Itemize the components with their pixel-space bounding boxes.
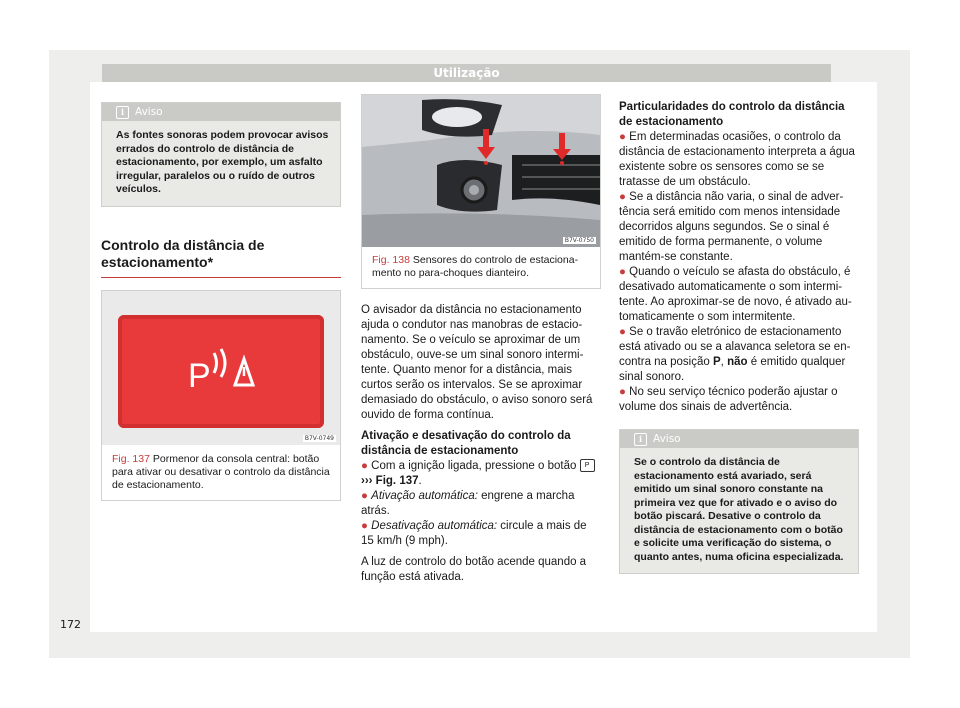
bullet-icon: ● (619, 266, 626, 278)
list-item-text: Com a ignição ligada, pressione o botão (371, 460, 577, 472)
list-item: ● Com a ignição ligada, pressione o botão P ››› Fig. 137. (361, 459, 601, 489)
warning-box (619, 429, 859, 574)
emphasis-nao: não (727, 356, 748, 368)
parking-button-icon: P (580, 459, 595, 472)
paragraph: O avisador da distância no estacionamento ajuda o condutor nas manobras de estacionamento. Se o veículo se aproximar de um obstáculo, ouve-se um sinal sonoro intermitente. Quanto menor for a distância, mais curtos serão os intervalos. Se se aproximar demasiado do obstáculo, o aviso sonoro será ouvido de forma contínua. (361, 304, 593, 421)
list-item-text: Se o travão eletrónico de estacionamento está ativado ou se a alavanca seletora se encontra na posição (619, 326, 851, 368)
section-title: Controlo da distância de estacionamento* (101, 237, 341, 278)
list-item (361, 489, 601, 519)
bumper-illustration (362, 95, 600, 247)
list-item (619, 385, 859, 415)
parking-sensor-icon (118, 315, 324, 428)
list-item-text: engrene a marcha atrás. (361, 490, 575, 517)
page-number: 172 (60, 618, 81, 631)
page-header: Utilização (102, 64, 831, 82)
bullet-icon: ● (361, 490, 368, 502)
column-1 (101, 94, 341, 501)
list-item (619, 190, 859, 265)
subheading: Ativação e desativação do controlo da distância de estacionamento (361, 430, 571, 457)
list-item-text: circule a mais de 15 km/h (9 mph). (361, 520, 587, 547)
bullet-icon: ● (619, 386, 626, 398)
parking-button (118, 315, 324, 428)
bullet-icon: ● (361, 460, 368, 472)
warning-label: Aviso (653, 433, 681, 445)
list-item-text: Em determinadas ocasiões, o controlo da distância de estacionamento interpreta a água existente sobre os sensores como se se tratasse de um obstáculo. (619, 131, 855, 188)
figure-caption-text: Sensores do controlo de estacionamento no para-choques dianteiro. (372, 254, 579, 279)
figure-code: B7V-0749 (304, 434, 334, 442)
figure-caption (102, 445, 340, 500)
warning-box (101, 102, 341, 207)
gear-position: P (713, 356, 721, 368)
figure-caption-text: Pormenor da consola central: botão para ativar ou desativar o controlo da distância de estacionamento. (112, 452, 330, 491)
list-item-text: No seu serviço técnico poderão ajustar o volume dos sinais de advertência. (619, 386, 838, 413)
column-3 (619, 94, 859, 574)
figure-138 (361, 94, 601, 289)
car-bumper-photo (362, 95, 600, 247)
figure-number: Fig. 138 (372, 254, 410, 266)
bullet-icon: ● (619, 131, 626, 143)
figure-reference: ››› Fig. 137 (361, 475, 419, 487)
list-item (361, 519, 601, 549)
list-item-text: Quando o veículo se afasta do obstáculo, é desativado automaticamente o som intermitente. Ao aproximar-se de novo, é ativado automaticamente o som intermitente. (619, 266, 852, 323)
list-item (619, 130, 859, 190)
info-icon: i (116, 106, 129, 119)
bullet-icon: ● (619, 326, 626, 338)
svg-text:P: P (188, 356, 211, 395)
column-2 (361, 94, 601, 585)
warning-header (620, 430, 858, 448)
list-item-text: é emitido qualquer sinal sonoro. (619, 356, 846, 383)
body-text (619, 100, 859, 415)
bullet-icon: ● (361, 520, 368, 532)
list-item-emphasis: Desativação automática: (371, 520, 498, 532)
figure-number: Fig. 137 (112, 452, 150, 465)
info-icon: i (634, 433, 647, 446)
button-illustration (102, 291, 340, 445)
figure-caption (362, 247, 600, 288)
list-item-emphasis: Ativação automática: (371, 490, 478, 502)
paragraph: A luz de controlo do botão acende quando a função está ativada. (361, 556, 587, 583)
bullet-icon: ● (619, 191, 626, 203)
warning-header (102, 103, 340, 121)
figure-code: B7V-0750 (564, 237, 594, 244)
warning-text: As fontes sonoras podem provocar avisos errados do controlo de distância de estacionamento, por exemplo, um asfalto irregular, paralelos ou o ruído de outros veículos. (116, 129, 329, 195)
list-item-text: Se a distância não varia, o sinal de advertência será emitido com menos intensidade decorridos alguns segundos. Se o sinal é emitido de forma permanente, o volume mantém-se constante. (619, 191, 844, 263)
warning-text: Se o controlo da distância de estacionamento está avariado, será emitido um sinal sonoro constante na primeira vez que for ativado e o aviso do botão piscará. Desative o controlo da distância de estacionamento com o botão e solicite uma verificação do sistema, o quanto antes, numa oficina especializada. (634, 456, 844, 563)
body-text (361, 303, 601, 585)
subheading: Particularidades do controlo da distância de estacionamento (619, 101, 845, 128)
list-item: ● Se o travão eletrónico de estacionamento está ativado ou se a alavanca seletora se encontra na posição P, não é emitido qualquer sinal sonoro. (619, 326, 851, 383)
figure-137 (101, 290, 341, 501)
warning-label: Aviso (135, 106, 163, 118)
list-item (619, 265, 859, 325)
